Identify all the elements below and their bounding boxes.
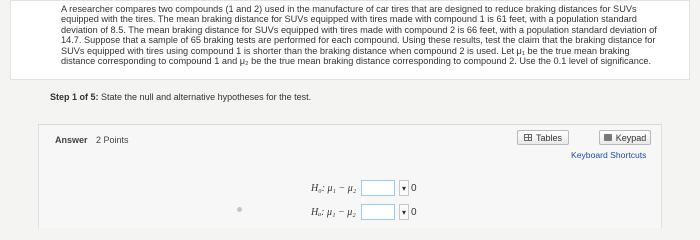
answer-panel — [38, 124, 662, 228]
step-text: State the null and alternative hypotheses for the test. — [101, 92, 312, 102]
alternative-hypothesis-expression: Hₐ: μ₁ − μ₂ — [311, 206, 356, 218]
step-instruction — [50, 92, 311, 102]
alternative-hypothesis-dropdown[interactable]: ▾ — [399, 204, 409, 220]
keypad-icon — [604, 134, 612, 141]
tables-button[interactable] — [517, 130, 569, 145]
null-hypothesis-value: 0 — [411, 182, 417, 194]
answer-points: 2 Points — [96, 135, 129, 145]
null-hypothesis-dropdown[interactable]: ▾ — [399, 180, 409, 196]
table-icon — [524, 134, 532, 141]
decorative-dot — [237, 207, 242, 212]
answer-label: Answer — [55, 135, 88, 145]
null-hypothesis-expression: H₀: μ₁ − μ₂ — [311, 182, 357, 194]
keyboard-shortcuts-link[interactable]: Keyboard Shortcuts — [571, 150, 647, 160]
null-hypothesis-operator-input[interactable] — [361, 180, 395, 196]
tables-button-label: Tables — [535, 132, 562, 143]
alternative-hypothesis-operator-input[interactable] — [361, 204, 395, 220]
step-label: Step 1 of 5: — [50, 92, 99, 102]
alternative-hypothesis-value: 0 — [411, 206, 417, 218]
answer-header — [55, 135, 129, 145]
problem-text: A researcher compares two compounds (1 and 2) used in the manufacture of car tires that are designed to reduce braking distances for SUVs equipped with the tires. The mean braking distance for SUVs equipped with tires made with compound 1 is 61 feet, with a population standard deviation of 8.5. The mean braking distance for SUVs equipped with tires made with compound 2 is 66 feet, with a population standard deviation of 14.7. Suppose that a sample of 65 braking tests are performed for each compound. Using these results, test the claim that the braking distance for SUVs equipped with tires using compound 1 is shorter than the braking distance when compound 2 is used. Let μ₁ be the true mean braking distance corresponding to compound 1 and μ₂ be the true mean braking distance corresponding to compound 2. Use the 0.1 level of significance. — [61, 4, 657, 67]
keypad-button[interactable] — [599, 130, 651, 145]
keypad-button-label: Keypad — [615, 132, 647, 143]
problem-statement-panel — [10, 0, 690, 80]
alternative-hypothesis-row — [311, 203, 417, 221]
null-hypothesis-row — [311, 179, 417, 197]
